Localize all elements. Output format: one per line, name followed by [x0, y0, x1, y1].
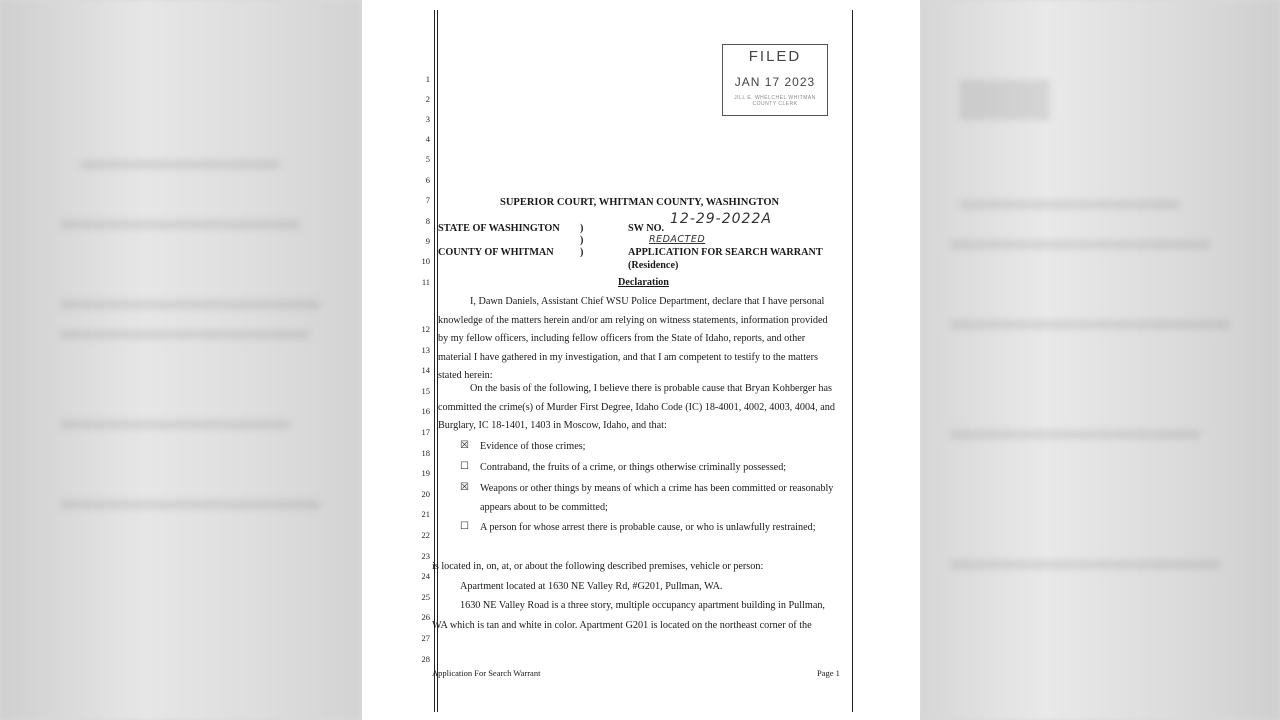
document-page [362, 0, 920, 720]
line-number: 22 [421, 530, 430, 540]
filed-stamp [722, 44, 828, 116]
para3-line: is located in, on, at, or about the following described premises, vehicle or person: [432, 561, 764, 572]
footer-page: Page 1 [817, 668, 840, 678]
line-number: 1 [425, 74, 430, 84]
line-number: 23 [421, 551, 430, 561]
para3-line: WA which is tan and white in color. Apartment G201 is located on the northeast corner of the [432, 619, 812, 631]
line-number: 5 [425, 154, 430, 164]
line-number: 17 [421, 427, 430, 437]
para2-line: committed the crime(s) of Murder First Degree, Idaho Code (IC) 18-4001, 4002, 4003, 4004, and [438, 401, 835, 413]
line-number: 21 [421, 509, 430, 519]
declaration-heading: Declaration [618, 277, 669, 288]
para1-line: material I have gathered in my investigation, and that I am competent to testify to the matters [438, 351, 818, 363]
margin-rule-right [852, 10, 853, 712]
stamp-title: FILED [748, 48, 802, 65]
line-number: 3 [425, 114, 430, 124]
background-left [0, 0, 360, 720]
line-number: 4 [425, 134, 430, 144]
redacted-handwritten: REDACTED [649, 234, 706, 245]
caption-paren-3: ) [580, 247, 584, 258]
margin-rule-left-1 [434, 10, 435, 712]
para3-line: 1630 NE Valley Road is a three story, multiple occupancy apartment building in Pullman, [460, 600, 825, 611]
line-number: 15 [421, 386, 430, 396]
caption-county: COUNTY OF WHITMAN [438, 247, 554, 258]
document-subtitle: (Residence) [628, 260, 679, 271]
line-number: 24 [421, 571, 430, 581]
checkbox-checked: ☒ [460, 482, 469, 493]
line-number: 14 [421, 365, 430, 375]
line-number: 12 [421, 324, 430, 334]
background-right [920, 0, 1280, 720]
line-number: 25 [421, 592, 430, 602]
para1-line: knowledge of the matters herein and/or am relying on witness statements, information provided [438, 314, 828, 326]
line-number: 18 [421, 448, 430, 458]
line-number: 27 [421, 633, 430, 643]
line-number: 13 [421, 345, 430, 355]
line-number: 6 [425, 175, 430, 185]
line-number: 20 [421, 489, 430, 499]
stamp-clerk: JILL E. WHELCHEL WHITMAN COUNTY CLERK [734, 95, 816, 107]
caption-state: STATE OF WASHINGTON [438, 223, 560, 234]
sw-number-handwritten: 12-29-2022A [670, 211, 772, 227]
caption-paren-2: ) [580, 235, 584, 246]
checkbox-unchecked: ☐ [460, 521, 469, 532]
checklist-item-text: Contraband, the fruits of a crime, or things otherwise criminally possessed; [480, 462, 787, 473]
line-number: 2 [425, 94, 430, 104]
para1-line: stated herein: [438, 370, 493, 381]
line-number: 26 [421, 612, 430, 622]
checklist-item-text: A person for whose arrest there is probable cause, or who is unlawfully restrained; [480, 522, 816, 533]
checklist-item-text: appears about to be committed; [480, 502, 608, 513]
para1-line: by my fellow officers, including fellow officers from the State of Idaho, reports, and other [438, 333, 806, 344]
line-number: 16 [421, 406, 430, 416]
checklist-item-text: Evidence of those crimes; [480, 441, 586, 452]
checklist-item-text: Weapons or other things by means of which a crime has been committed or reasonably [480, 483, 834, 494]
caption-paren-1: ) [580, 223, 584, 234]
line-number: 28 [421, 654, 430, 664]
sw-number-label: SW NO. [628, 223, 665, 234]
document-title: APPLICATION FOR SEARCH WARRANT [628, 247, 823, 258]
line-number: 19 [421, 468, 430, 478]
footer-title: Application For Search Warrant [432, 668, 541, 678]
checkbox-checked: ☒ [460, 440, 469, 451]
line-number: 9 [425, 236, 430, 246]
court-title: SUPERIOR COURT, WHITMAN COUNTY, WASHINGTON [500, 197, 780, 208]
checkbox-unchecked: ☐ [460, 461, 469, 472]
stamp-date: JAN 17 2023 [734, 75, 816, 89]
line-number: 11 [421, 277, 430, 287]
line-number: 7 [425, 195, 430, 205]
line-number: 10 [421, 256, 430, 266]
para3-line: Apartment located at 1630 NE Valley Rd, #G201, Pullman, WA. [460, 580, 723, 592]
para2-line: On the basis of the following, I believe there is probable cause that Bryan Kohberger has [470, 383, 832, 394]
para1-line: I, Dawn Daniels, Assistant Chief WSU Police Department, declare that I have personal [470, 296, 825, 307]
para2-line: Burglary, IC 18-1401, 1403 in Moscow, Idaho, and that: [438, 420, 667, 431]
line-number: 8 [425, 216, 430, 226]
